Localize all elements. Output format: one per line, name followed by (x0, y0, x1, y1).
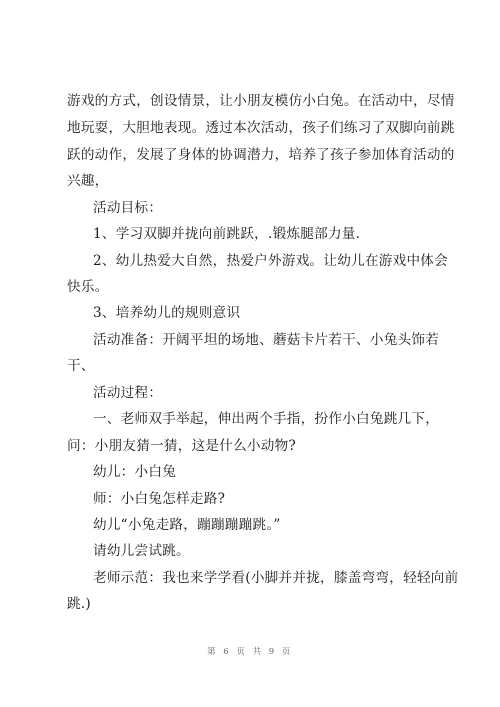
section-heading: 活动目标： (93, 200, 163, 216)
paragraph-line: 地玩耍，大胆地表现。透过本次活动，孩子们练习了双脚向前跳 (67, 120, 455, 136)
paragraph-line: 兴趣， (67, 173, 109, 189)
page-number: 第 6 页 共 9 页 (207, 647, 293, 657)
paragraph-line: 干、 (67, 358, 95, 374)
paragraph-line: 问：小朋友猜一猜，这是什么小动物? (67, 438, 297, 454)
paragraph-line: 游戏的方式，创设情景，让小朋友模仿小白兔。在活动中，尽情 (67, 93, 455, 109)
goal-item-1: 1、学习双脚并拢向前跳跃，.锻炼腿部力量. (93, 226, 361, 242)
demonstration-line: 老师示范：我也来学学看(小脚并并拢，膝盖弯弯，轻轻向前 (93, 570, 459, 586)
goal-item-2: 2、幼儿热爱大自然，热爱户外游戏。让幼儿在游戏中体会 (93, 253, 448, 269)
paragraph-line: 跳.) (67, 596, 91, 612)
dialogue-line: 师：小白兔怎样走路? (93, 491, 226, 507)
process-step-1: 一、老师双手举起，伸出两个手指，扮作小白兔跳几下， (93, 411, 440, 427)
goal-item-3: 3、培养幼儿的规则意识 (93, 305, 241, 321)
dialogue-line: 幼儿：小白兔 (93, 464, 177, 480)
section-heading: 活动过程： (93, 385, 163, 401)
paragraph-line: 快乐。 (67, 279, 109, 295)
instruction-line: 请幼儿尝试跳。 (93, 543, 190, 559)
preparation-line: 活动准备：开阔平坦的场地、蘑菇卡片若干、小兔头饰若 (93, 332, 440, 348)
paragraph-line: 跃的动作，发展了身体的协调潜力，培养了孩子参加体育活动的 (67, 147, 455, 163)
dialogue-line: 幼儿“小兔走路，蹦蹦蹦蹦跳。” (93, 517, 281, 533)
